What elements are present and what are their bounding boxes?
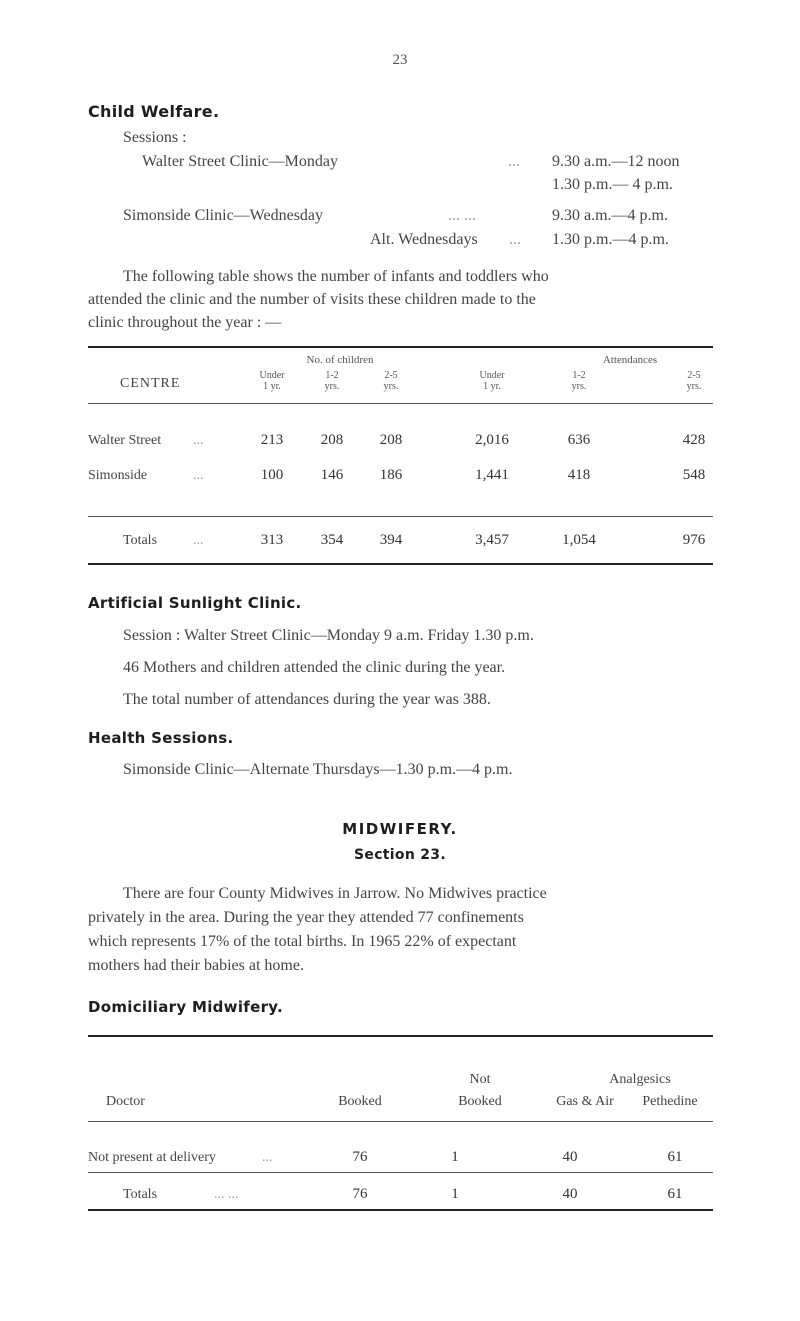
row-dots: ... (193, 468, 204, 483)
sunlight-line: The total number of attendances during the year was 388. (123, 691, 491, 708)
dom-table-top-rule (88, 1035, 713, 1037)
totals-dots: ... (193, 533, 204, 548)
row-dots: ... (193, 433, 204, 448)
totals-label: Totals (123, 1187, 158, 1202)
totals-cell: 76 (352, 1186, 368, 1202)
midwifery-title: MIDWIFERY. (342, 820, 458, 838)
table-cell: 61 (667, 1149, 683, 1165)
centre-header: CENTRE (120, 376, 181, 391)
col-header: 2-5 yrs. (686, 370, 702, 392)
totals-cell: 354 (320, 532, 344, 548)
table-bottom-rule (88, 563, 713, 565)
totals-cell: 61 (667, 1186, 683, 1202)
session-time: 1.30 p.m.— 4 p.m. (552, 176, 673, 193)
dom-table-bottom-rule (88, 1209, 713, 1211)
sessions-label: Sessions : (123, 129, 187, 146)
totals-cell: 394 (379, 532, 403, 548)
col-header: 1-2 yrs. (571, 370, 587, 392)
row-label: Walter Street (88, 433, 162, 448)
table-cell: 186 (379, 467, 403, 483)
header-doctor: Doctor (106, 1094, 145, 1109)
sunlight-line: 46 Mothers and children attended the clinic during the year. (123, 659, 506, 676)
health-heading: Health Sessions. (88, 729, 234, 747)
table-cell: 428 (682, 432, 706, 448)
page-number: 23 (392, 52, 408, 68)
table-cell: 100 (260, 467, 284, 483)
table-cell: 548 (682, 467, 706, 483)
child-welfare-heading: Child Welfare. (88, 102, 220, 121)
session-clinic-alt: Alt. Wednesdays (370, 231, 478, 248)
header-gas-air: Gas & Air (556, 1094, 614, 1109)
paragraph-line: The following table shows the number of infants and toddlers who (123, 268, 549, 285)
header-not-booked: Booked (458, 1094, 502, 1109)
table-cell: 418 (567, 467, 591, 483)
session-time: 1.30 p.m.—4 p.m. (552, 231, 669, 248)
totals-cell: 976 (682, 532, 706, 548)
header-analgesics: Analgesics (609, 1072, 671, 1087)
midwifery-section: Section 23. (354, 847, 446, 863)
col-header: 2-5 yrs. (383, 370, 399, 392)
table-cell: 213 (260, 432, 284, 448)
session-clinic-walter: Walter Street Clinic—Monday (142, 153, 338, 170)
header-booked: Booked (338, 1094, 382, 1109)
session-clinic-simonside: Simonside Clinic—Wednesday (123, 207, 324, 224)
midwifery-paragraph-line: which represents 17% of the total births. In 1965 22% of expectant (88, 933, 517, 950)
header-pethedine: Pethedine (642, 1094, 698, 1109)
totals-dots: ... ... (214, 1187, 239, 1202)
table-cell: 208 (320, 432, 344, 448)
row-dots: ... (262, 1150, 273, 1165)
domiciliary-heading: Domiciliary Midwifery. (88, 998, 283, 1016)
table-cell: 40 (562, 1149, 578, 1165)
paragraph-line: clinic throughout the year : — (88, 314, 282, 331)
table-cell: 1,441 (475, 467, 509, 483)
header-not: Not (469, 1072, 491, 1087)
midwifery-paragraph-line: privately in the area. During the year they attended 77 confinements (88, 909, 524, 926)
totals-cell: 1,054 (562, 532, 596, 548)
totals-cell: 1 (451, 1186, 459, 1202)
table-top-rule (88, 346, 713, 348)
table-cell: 146 (320, 467, 344, 483)
totals-label: Totals (123, 533, 158, 548)
sunlight-line: Session : Walter Street Clinic—Monday 9 a.m. Friday 1.30 p.m. (123, 627, 534, 644)
totals-cell: 3,457 (475, 532, 509, 548)
table-cell: 208 (379, 432, 403, 448)
table-header-rule (88, 403, 713, 404)
health-line: Simonside Clinic—Alternate Thursdays—1.30 p.m.—4 p.m. (123, 761, 513, 778)
paragraph-line: attended the clinic and the number of visits these children made to the (88, 291, 536, 308)
session-time: 9.30 a.m.—12 noon (552, 153, 680, 170)
table-cell: 1 (451, 1149, 459, 1165)
group-header-attendances: Attendances (602, 354, 658, 366)
col-header: Under 1 yr. (259, 370, 285, 392)
table-cell: 636 (567, 432, 591, 448)
dom-header-rule (88, 1121, 713, 1122)
row-label: Not present at delivery (88, 1150, 216, 1165)
dom-totals-rule (88, 1172, 713, 1173)
session-dots: ... (508, 153, 520, 170)
session-dots: ... ... (448, 207, 476, 224)
session-time: 9.30 a.m.—4 p.m. (552, 207, 668, 224)
sunlight-heading: Artificial Sunlight Clinic. (88, 594, 302, 612)
midwifery-paragraph-line: mothers had their babies at home. (88, 957, 304, 974)
row-label: Simonside (88, 468, 148, 483)
table-cell: 76 (352, 1149, 368, 1165)
midwifery-paragraph-line: There are four County Midwives in Jarrow. No Midwives practice (123, 885, 547, 902)
col-header: Under 1 yr. (479, 370, 505, 392)
totals-cell: 40 (562, 1186, 578, 1202)
table-cell: 2,016 (475, 432, 509, 448)
session-dots: ... (509, 231, 521, 248)
totals-rule (88, 516, 713, 517)
group-header-children: No. of children (306, 354, 374, 366)
col-header: 1-2 yrs. (324, 370, 340, 392)
totals-cell: 313 (260, 532, 284, 548)
